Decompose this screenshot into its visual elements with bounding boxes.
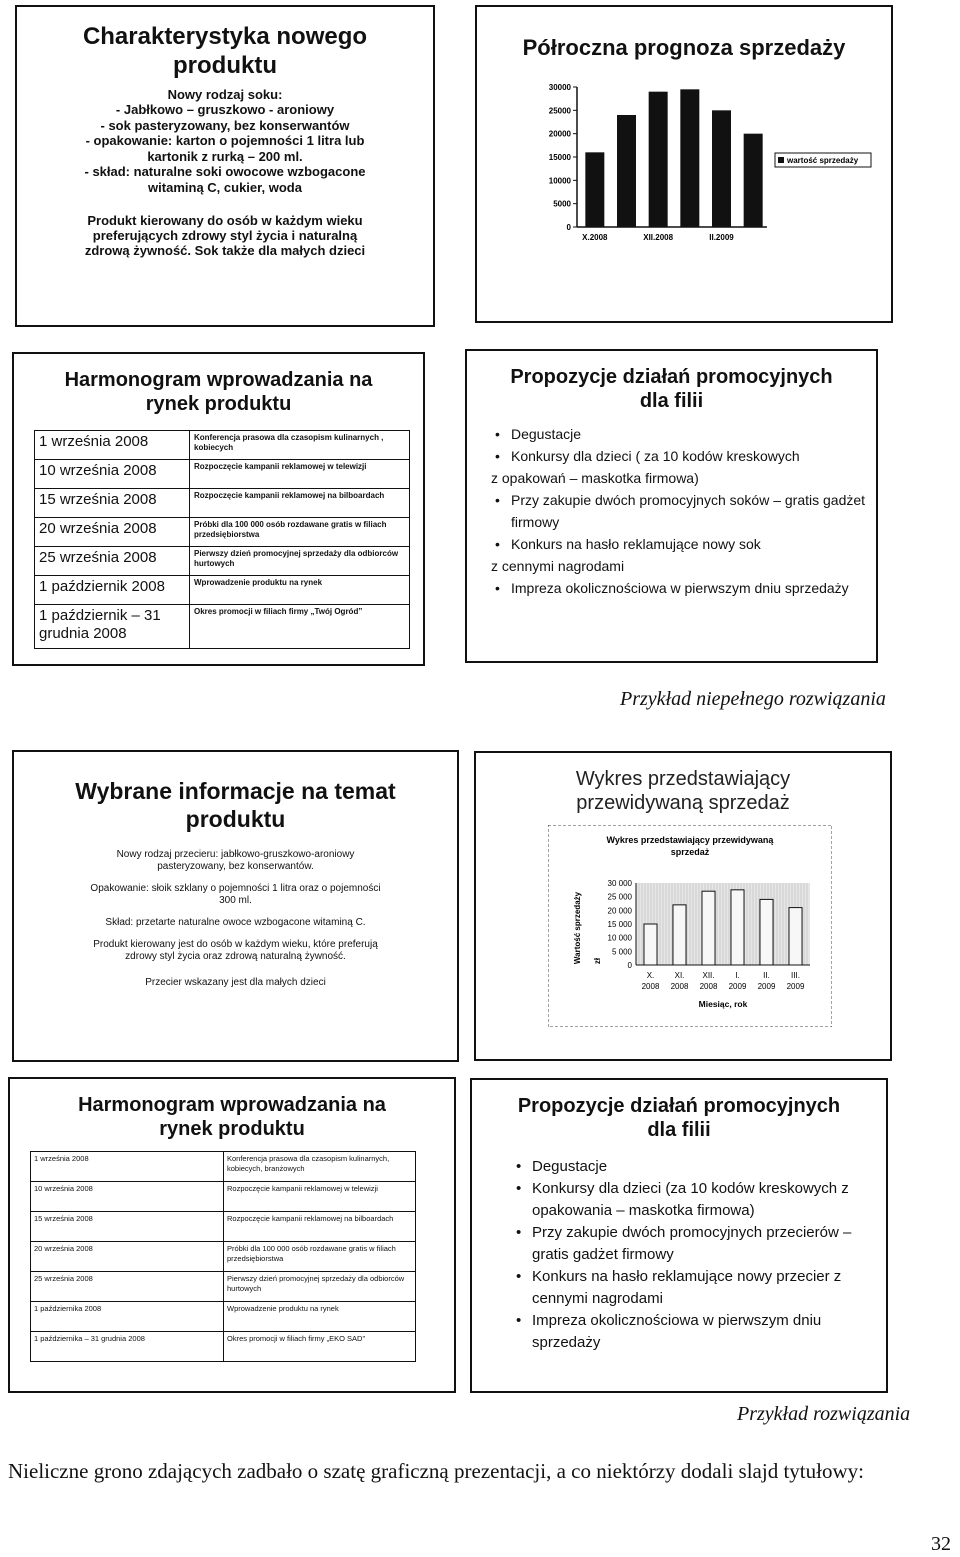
list-item: • Konkursy dla dzieci ( za 10 kodów kreskowych (511, 445, 866, 467)
x-tick-label: I. (735, 971, 740, 980)
table-row (31, 1302, 416, 1332)
table-row (35, 518, 410, 547)
list-item: • Degustacje (532, 1156, 874, 1178)
y-tick-label: 0 (566, 223, 571, 232)
product-description (17, 87, 433, 196)
date-cell: 20 września 2008 (35, 518, 190, 547)
target-audience (17, 213, 433, 258)
x-tick-label: II.2009 (709, 233, 734, 242)
legend-swatch (778, 157, 784, 163)
bar (760, 899, 773, 965)
caption-incomplete-solution: Przykład niepełnego rozwiązania (620, 688, 886, 710)
promotion-list (512, 1156, 874, 1354)
date-cell: 10 września 2008 (35, 460, 190, 489)
list-item: • Przy zakupie dwóch promocyjnych przecierów – gratis gadżet firmowy (532, 1222, 874, 1266)
date-cell: 1 września 2008 (35, 431, 190, 460)
date-cell: 1 października 2008 (31, 1302, 224, 1332)
x-tick-label: 2008 (670, 982, 689, 991)
body-paragraph: Nieliczne grono zdających zadbało o szatę graficzną prezentacji, a co niektórzy dodali slajd tytułowy: (8, 1459, 864, 1483)
table-row (35, 605, 410, 649)
date-cell: 1 października – 31 grudnia 2008 (31, 1332, 224, 1362)
table-row (35, 489, 410, 518)
description-cell: Rozpoczęcie kampanii reklamowej w telewizji (190, 460, 410, 489)
y-tick-label: 15000 (548, 153, 571, 162)
y-axis-label: Wartość sprzedaży (573, 891, 582, 965)
predicted-sales-chart (548, 825, 832, 1027)
slide-title: Półroczna prognoza sprzedaży (522, 35, 846, 60)
bar (680, 89, 699, 227)
slide-product-characteristics (15, 5, 435, 327)
y-tick-label: 20 000 (607, 906, 632, 916)
paragraph: Skład: przetarte naturalne owoce wzbogacone witaminą C. (105, 917, 366, 929)
description-cell: Rozpoczęcie kampanii reklamowej na bilboardach (190, 489, 410, 518)
table-row (35, 431, 410, 460)
text-line: preferujących zdrowy styl życia i naturalną (92, 228, 358, 244)
text-line: kartonik z rurką – 200 ml. (147, 148, 303, 164)
date-cell: 10 września 2008 (31, 1182, 224, 1212)
table-row (31, 1332, 416, 1362)
list-item: • Konkursy dla dzieci (za 10 kodów kreskowych z opakowania – maskotka firmowa) (532, 1178, 874, 1222)
table-row (31, 1152, 416, 1182)
slide-title: Harmonogram wprowadzania na rynek produktu (78, 1094, 386, 1140)
list-item: • Konkurs na hasło reklamujące nowy sok (511, 533, 866, 555)
y-axis-unit: zł (593, 957, 602, 965)
y-tick-label: 5000 (553, 199, 571, 209)
date-cell: 25 września 2008 (31, 1272, 224, 1302)
x-tick-label: 2008 (699, 982, 718, 991)
chart-title-line: sprzedaż (670, 847, 710, 857)
text-line: zdrową żywność. Sok także dla małych dzieci (84, 243, 366, 259)
slide-sales-chart (474, 751, 892, 1061)
sales-forecast-chart (477, 71, 891, 321)
chart-title-line: Wykres przedstawiający przewidywaną (606, 835, 774, 845)
bar (789, 908, 802, 965)
y-tick-label: 15 000 (607, 920, 632, 929)
bar (673, 905, 686, 965)
y-tick-label: 25 000 (607, 892, 632, 902)
description-cell: Próbki dla 100 000 osób rozdawane gratis w filiach przedsiębiorstwa (190, 518, 410, 547)
x-tick-label: II. (763, 971, 770, 980)
schedule-table (34, 430, 410, 649)
description-cell: Rozpoczęcie kampanii reklamowej w telewizji (224, 1182, 416, 1212)
x-tick-label: X.2008 (582, 233, 608, 242)
list-item: • Przy zakupie dwóch promocyjnych soków – gratis gadżet firmowy (511, 489, 866, 533)
list-item: z cennymi nagrodami (491, 558, 625, 574)
description-cell: Rozpoczęcie kampanii reklamowej na bilboardach (224, 1212, 416, 1242)
paragraph: Nowy rodzaj przecieru: jabłkowo-gruszkowo-aroniowy pasteryzowany, bez konserwantów. (116, 849, 355, 873)
slide-title: Propozycje działań promocyjnych dla filii (510, 366, 833, 412)
x-tick-label: XII.2008 (643, 233, 674, 242)
date-cell: 1 września 2008 (31, 1152, 224, 1182)
x-tick-label: X. (646, 971, 655, 980)
y-tick-label: 5 000 (611, 947, 632, 957)
page-number: 32 (931, 1533, 951, 1555)
legend-label: wartość sprzedaży (787, 156, 859, 165)
slide-promotion-proposals (465, 349, 878, 663)
x-tick-label: III. (791, 971, 800, 980)
bar (712, 110, 731, 227)
description-cell: Próbki dla 100 000 osób rozdawane gratis w filiach przedsiębiorstwa (224, 1242, 416, 1272)
list-item: • Konkurs na hasło reklamujące nowy przecier z cennymi nagrodami (532, 1266, 874, 1310)
description-cell: Konferencja prasowa dla czasopism kulinarnych, kobiecych, branżowych (224, 1152, 416, 1182)
y-tick-label: 0 (627, 961, 632, 970)
y-tick-label: 30 000 (607, 879, 632, 888)
x-tick-label: 2009 (786, 982, 805, 991)
y-tick-label: 25000 (548, 106, 571, 116)
y-tick-label: 10 000 (607, 933, 632, 943)
description-cell: Pierwszy dzień promocyjnej sprzedaży dla odbiorców hurtowych (224, 1272, 416, 1302)
bar (744, 134, 763, 227)
x-tick-label: XII. (702, 971, 715, 980)
date-cell: 25 września 2008 (35, 547, 190, 576)
table-row (31, 1212, 416, 1242)
description-cell: Konferencja prasowa dla czasopism kulinarnych , kobiecych (190, 431, 410, 460)
table-row (31, 1182, 416, 1212)
slide-title: Wybrane informacje na temat produktu (75, 778, 396, 832)
x-tick-label: 2009 (757, 982, 776, 991)
x-tick-label: XI. (674, 971, 685, 980)
x-axis-label: Miesiąc, rok (698, 999, 748, 1009)
slide-product-info (12, 750, 459, 1062)
bar (731, 890, 744, 965)
description-cell: Wprowadzenie produktu na rynek (224, 1302, 416, 1332)
slide-title: Harmonogram wprowadzania na rynek produktu (64, 369, 373, 415)
text-line: Produkt kierowany do osób w każdym wieku (87, 213, 363, 229)
table-row (31, 1272, 416, 1302)
text-line: - sok pasteryzowany, bez konserwantów (100, 117, 350, 133)
list-item: • Impreza okolicznościowa w pierwszym dniu sprzedaży (511, 577, 866, 599)
text-line: witaminą C, cukier, woda (148, 179, 302, 195)
date-cell: 15 września 2008 (31, 1212, 224, 1242)
slide-schedule (12, 352, 425, 666)
date-cell: 20 września 2008 (31, 1242, 224, 1272)
y-tick-label: 10000 (548, 176, 571, 186)
text-line: Nowy rodzaj soku: (167, 86, 283, 102)
slide-sales-forecast (475, 5, 893, 323)
description-cell: Okres promocji w filiach firmy „Twój Ogród” (190, 605, 410, 649)
promotion-list (491, 423, 866, 599)
slide-title: Wykres przedstawiający przewidywaną sprzedaż (575, 768, 791, 814)
text-line: - skład: naturalne soki owocowe wzbogacone (84, 164, 366, 180)
y-tick-label: 20000 (548, 129, 571, 139)
description-cell: Okres promocji w filiach firmy „EKO SAD” (224, 1332, 416, 1362)
paragraph: Przecier wskazany jest dla małych dzieci (145, 977, 326, 989)
table-row (35, 576, 410, 605)
table-row (35, 460, 410, 489)
slide-promotion-proposals-solution (470, 1078, 888, 1393)
list-item: z opakowań – maskotka firmowa) (491, 470, 699, 486)
bar (644, 924, 657, 965)
x-tick-label: 2009 (728, 982, 747, 991)
bar (702, 891, 715, 965)
slide-title: Charakterystyka nowego produktu (82, 23, 368, 79)
caption-solution: Przykład rozwiązania (737, 1403, 911, 1425)
product-info-text (84, 849, 387, 989)
slide-title: Propozycje działań promocyjnych dla filii (517, 1095, 841, 1141)
paragraph: Opakowanie: słoik szklany o pojemności 1 litra oraz o pojemności 300 ml. (90, 883, 381, 907)
x-tick-label: 2008 (641, 982, 660, 991)
text-line: - Jabłkowo – gruszkowo - aroniowy (115, 102, 335, 118)
bar (585, 152, 604, 227)
table-row (31, 1242, 416, 1272)
date-cell: 1 październik – 31 grudnia 2008 (35, 605, 190, 649)
date-cell: 15 września 2008 (35, 489, 190, 518)
list-item: • Degustacje (511, 423, 866, 445)
text-line: - opakowanie: karton o pojemności 1 litra lub (85, 133, 365, 149)
slide-schedule-solution (8, 1077, 456, 1393)
schedule-table (30, 1151, 416, 1362)
paragraph: Produkt kierowany jest do osób w każdym wieku, które preferują zdrowy styl życia oraz zdrową naturalną żywność. (93, 939, 378, 963)
y-tick-label: 30000 (548, 83, 571, 92)
date-cell: 1 październik 2008 (35, 576, 190, 605)
description-cell: Pierwszy dzień promocyjnej sprzedaży dla odbiorców hurtowych (190, 547, 410, 576)
description-cell: Wprowadzenie produktu na rynek (190, 576, 410, 605)
list-item: • Impreza okolicznościowa w pierwszym dniu sprzedaży (532, 1310, 874, 1354)
bar (649, 92, 668, 227)
table-row (35, 547, 410, 576)
bar (617, 115, 636, 227)
